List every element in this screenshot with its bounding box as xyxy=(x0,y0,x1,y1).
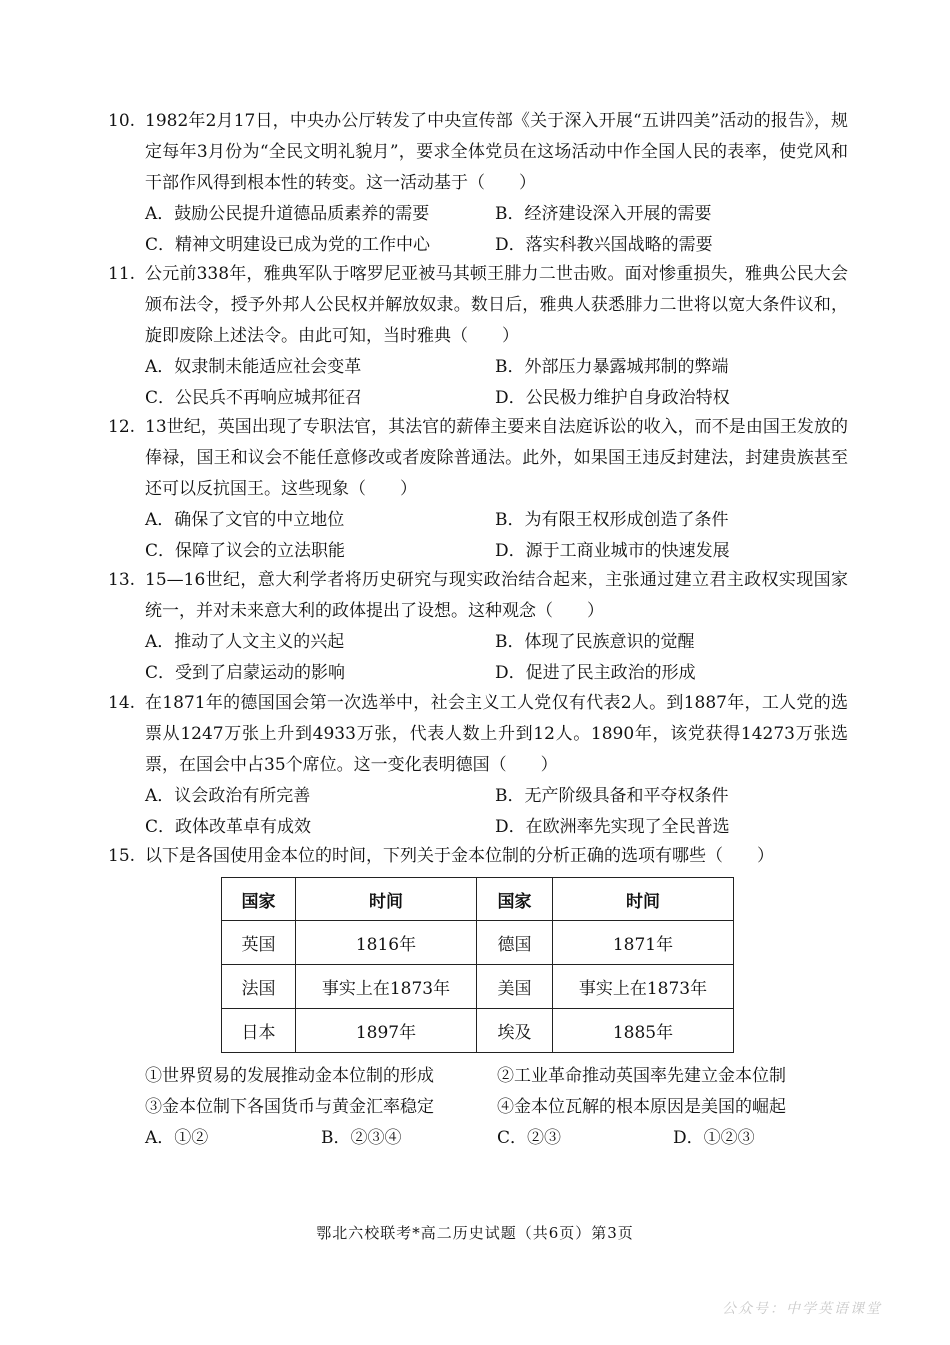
question-stem: 在1871年的德国国会第一次选举中，社会主义工人党仅有代表2人。到1887年，工人党的选票从1247万张上升到4933万张，代表人数上升到12人。1890年，该党获得14273万张选票，在国会中占35个席位。这一变化表明德国（ ） xyxy=(145,693,848,775)
table-cell: 1897年 xyxy=(296,1009,477,1053)
option-a: A．推动了人文主义的兴起 xyxy=(145,632,345,652)
question-stem: 15—16世纪，意大利学者将历史研究与现实政治结合起来，主张通过建立君主政权实现国家统一，并对未来意大利的政体提出了设想。这种观念（ ） xyxy=(145,570,848,621)
option-b: B．外部压力暴露城邦制的弊端 xyxy=(495,357,729,377)
option-b: B．经济建设深入开展的需要 xyxy=(495,204,712,224)
option-b: B．为有限王权形成创造了条件 xyxy=(495,510,729,530)
option-c: C．公民兵不再响应城邦征召 xyxy=(145,388,363,408)
question-number: 13. xyxy=(108,570,136,590)
option-c: C．政体改革卓有成效 xyxy=(145,817,312,837)
option-d: D．①②③ xyxy=(673,1128,755,1148)
option-a: A．鼓励公民提升道德品质素养的需要 xyxy=(145,204,430,224)
option-b: B．②③④ xyxy=(321,1128,402,1148)
table-row xyxy=(222,921,734,965)
question-11 xyxy=(108,259,848,414)
table-cell: 事实上在1873年 xyxy=(553,965,734,1009)
option-b: B．体现了民族意识的觉醒 xyxy=(495,632,695,652)
question-stem: 13世纪，英国出现了专职法官，其法官的薪俸主要来自法庭诉讼的收入，而不是由国王发放的俸禄，国王和议会不能任意修改或者废除普通法。此外，如果国王违反封建法，封建贵族甚至还可以反抗国王。这些现象（ ） xyxy=(145,417,848,499)
question-number: 15. xyxy=(108,846,136,866)
table-cell: 1885年 xyxy=(553,1009,734,1053)
question-options xyxy=(145,781,848,843)
option-d: D．在欧洲率先实现了全民普选 xyxy=(495,817,730,837)
question-12 xyxy=(108,412,848,567)
option-a: A．①② xyxy=(145,1128,209,1148)
option-c: C．受到了启蒙运动的影响 xyxy=(145,663,346,683)
question-options xyxy=(145,627,848,689)
option-d: D．促进了民主政治的形成 xyxy=(495,663,696,683)
statement: ③金本位制下各国货币与黄金汇率稳定 xyxy=(145,1097,434,1117)
table-cell: 英国 xyxy=(222,921,296,965)
table-row xyxy=(222,1009,734,1053)
table-cell: 埃及 xyxy=(477,1009,553,1053)
table-cell: 事实上在1873年 xyxy=(296,965,477,1009)
option-c: C．保障了议会的立法职能 xyxy=(145,541,346,561)
question-stem: 1982年2月17日，中央办公厅转发了中央宣传部《关于深入开展“五讲四美”活动的报告》，规定每年3月份为“全民文明礼貌月”，要求全体党员在这场活动中作全国人民的表率，使党风和干部作风得到根本性的转变。这一活动基于（ ） xyxy=(145,111,848,193)
question-10 xyxy=(108,106,848,261)
option-d: D．公民极力维护自身政治特权 xyxy=(495,388,730,408)
question-options xyxy=(145,199,848,261)
question-13 xyxy=(108,565,848,689)
question-options xyxy=(145,505,848,567)
table-cell: 美国 xyxy=(477,965,553,1009)
table-header: 时间 xyxy=(296,878,477,921)
statement: ②工业革命推动英国率先建立金本位制 xyxy=(497,1066,786,1086)
option-d: D．源于工商业城市的快速发展 xyxy=(495,541,730,561)
question-number: 14. xyxy=(108,693,136,713)
option-d: D．落实科教兴国战略的需要 xyxy=(495,235,713,255)
table-cell: 法国 xyxy=(222,965,296,1009)
gold-standard-table xyxy=(221,877,734,1053)
table-cell: 德国 xyxy=(477,921,553,965)
page-footer: 鄂北六校联考*高二历史试题（共6页）第3页 xyxy=(316,1224,634,1242)
statement: ④金本位瓦解的根本原因是美国的崛起 xyxy=(497,1097,786,1117)
question-number: 12. xyxy=(108,417,136,437)
table-header: 国家 xyxy=(477,878,553,921)
table-row xyxy=(222,965,734,1009)
question-stem: 以下是各国使用金本位的时间，下列关于金本位制的分析正确的选项有哪些（ ） xyxy=(145,846,774,866)
table-cell: 1816年 xyxy=(296,921,477,965)
option-a: A．奴隶制未能适应社会变革 xyxy=(145,357,362,377)
question-15 xyxy=(108,841,848,872)
option-c: C．精神文明建设已成为党的工作中心 xyxy=(145,235,431,255)
question-options xyxy=(145,352,848,414)
option-b: B．无产阶级具备和平夺权条件 xyxy=(495,786,729,806)
option-c: C．②③ xyxy=(497,1128,562,1148)
question-number: 11. xyxy=(108,264,136,284)
statement: ①世界贸易的发展推动金本位制的形成 xyxy=(145,1066,434,1086)
table-cell: 日本 xyxy=(222,1009,296,1053)
watermark: 公众号：中学英语课堂 xyxy=(722,1301,882,1317)
question-number: 10. xyxy=(108,111,136,131)
option-a: A．确保了文官的中立地位 xyxy=(145,510,345,530)
option-a: A．议会政治有所完善 xyxy=(145,786,311,806)
table-header: 时间 xyxy=(553,878,734,921)
question-stem: 公元前338年，雅典军队于喀罗尼亚被马其顿王腓力二世击败。面对惨重损失，雅典公民大会颁布法令，授予外邦人公民权并解放奴隶。数日后，雅典人获悉腓力二世将以宽大条件议和，旋即废除上述法令。由此可知，当时雅典（ ） xyxy=(145,264,848,346)
table-cell: 1871年 xyxy=(553,921,734,965)
table-header: 国家 xyxy=(222,878,296,921)
question-14 xyxy=(108,688,848,843)
q15-options xyxy=(145,1123,845,1154)
table-header-row xyxy=(222,878,734,921)
q15-statements xyxy=(145,1061,845,1123)
